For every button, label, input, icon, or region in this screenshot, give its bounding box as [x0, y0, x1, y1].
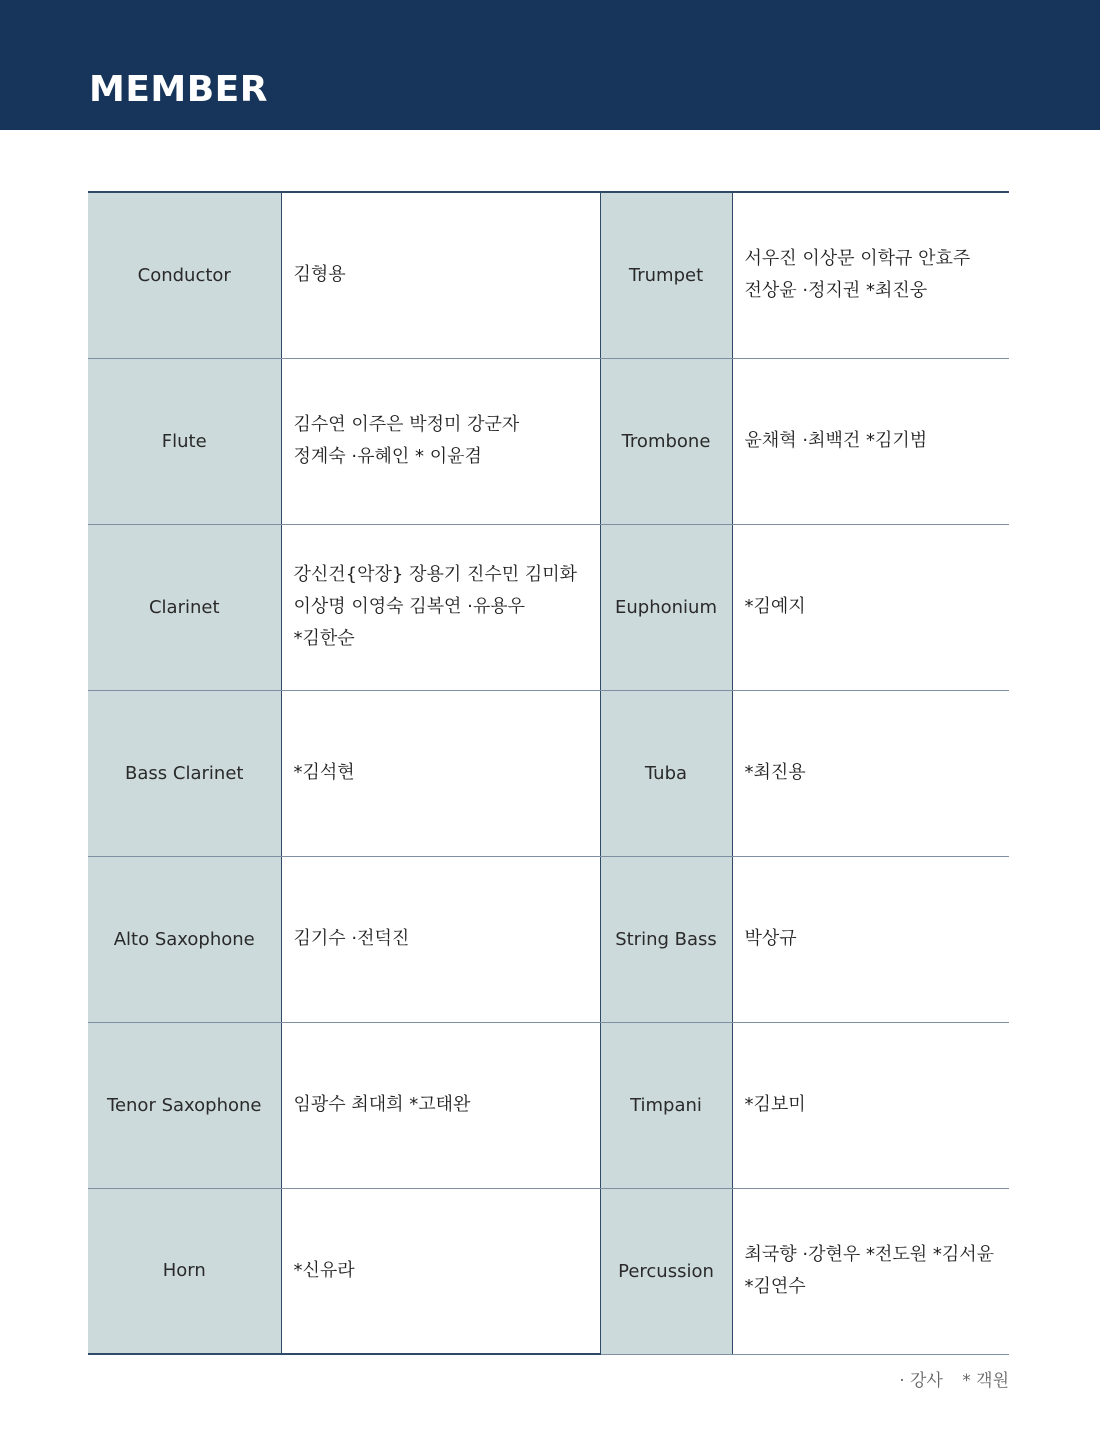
- section-label: Percussion: [600, 1188, 732, 1354]
- section-label: Conductor: [88, 192, 281, 358]
- section-label: String Bass: [600, 856, 732, 1022]
- member-names: *김석현: [281, 690, 600, 856]
- member-names: *최진용: [732, 690, 1009, 856]
- member-names: 김수연 이주은 박정미 강군자 정계숙 ·유혜인 * 이윤겸: [281, 358, 600, 524]
- section-label: Horn: [88, 1188, 281, 1354]
- table-row: [88, 1188, 1009, 1354]
- section-label: Euphonium: [600, 524, 732, 690]
- member-names: 박상규: [732, 856, 1009, 1022]
- member-names: 김형용: [281, 192, 600, 358]
- table-row: [88, 856, 1009, 1022]
- member-names: 김기수 ·전덕진: [281, 856, 600, 1022]
- member-names: 강신건{악장} 장용기 진수민 김미화 이상명 이영숙 김복연 ·유용우 *김한순: [281, 524, 600, 690]
- section-label: Trumpet: [600, 192, 732, 358]
- header-band: [0, 0, 1100, 130]
- section-label: Trombone: [600, 358, 732, 524]
- member-names: *김예지: [732, 524, 1009, 690]
- table-row: [88, 192, 1009, 358]
- section-label: Clarinet: [88, 524, 281, 690]
- section-label: Tenor Saxophone: [88, 1022, 281, 1188]
- table-row: [88, 1022, 1009, 1188]
- legend-instructor: · 강사: [899, 1371, 943, 1391]
- section-label: Timpani: [600, 1022, 732, 1188]
- section-label: Tuba: [600, 690, 732, 856]
- section-label: Flute: [88, 358, 281, 524]
- member-names: *신유라: [281, 1188, 600, 1354]
- section-label: Alto Saxophone: [88, 856, 281, 1022]
- table-row: [88, 524, 1009, 690]
- member-names: 윤채혁 ·최백건 *김기범: [732, 358, 1009, 524]
- member-names: *김보미: [732, 1022, 1009, 1188]
- member-table: [88, 191, 1009, 1355]
- table-row: [88, 690, 1009, 856]
- legend: [899, 1366, 1009, 1391]
- member-names: 최국향 ·강현우 *전도원 *김서윤 *김연수: [732, 1188, 1009, 1354]
- member-names: 임광수 최대희 *고태완: [281, 1022, 600, 1188]
- page-title: MEMBER: [89, 69, 268, 110]
- table-row: [88, 358, 1009, 524]
- legend-guest: * 객원: [962, 1371, 1009, 1391]
- section-label: Bass Clarinet: [88, 690, 281, 856]
- member-names: 서우진 이상문 이학규 안효주 전상윤 ·정지권 *최진웅: [732, 192, 1009, 358]
